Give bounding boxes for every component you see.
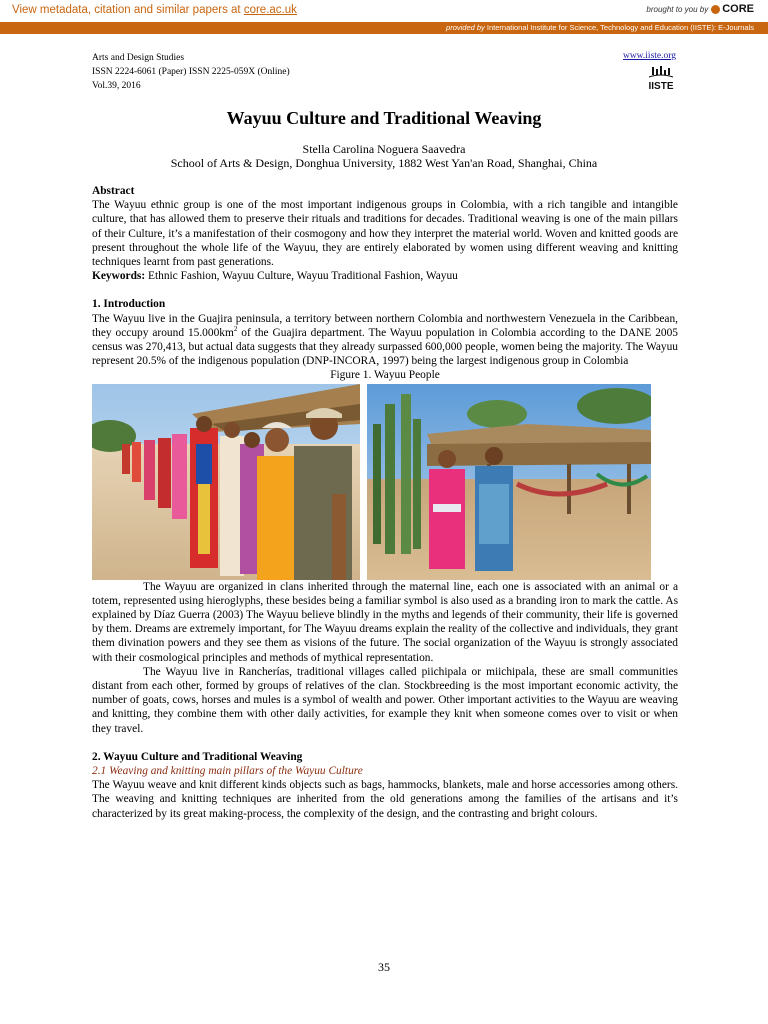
provided-prefix: provided by [446,23,485,32]
paper-title: Wayuu Culture and Traditional Weaving [226,108,542,128]
section2-paragraph-1: The Wayuu weave and knit different kinds objects such as bags, hammocks, blankets, male and horse accessories among others. The weaving and knitting techniques are inherited from the old generations among the families of the artisans and it’s characterized by its great making-process, the complexity of the design, and the contrasting and bright colours. [92,779,678,820]
provided-by-bar[interactable] [0,22,768,34]
core-brought-text: brought to you by [646,4,709,14]
paper-affiliation: School of Arts & Design, Donghua University, 1882 West Yan'an Road, Shanghai, China [170,156,598,170]
intro-paragraph-1 [92,312,678,369]
core-logo[interactable] [711,3,754,15]
wayuu-people-photo-right [367,384,651,580]
intro-paragraph-2: The Wayuu are organized in clans inherited through the maternal line, each one is associated with an animal or a totem, represented using hieroglyphs, these besides being a familiar symbol is also used as a branding iron to mark the cattle. As explained by Díaz Guerra (2003) The Wayuu believe blindly in the myths and legends of their community, their life is governed by them. Dreams are extremely important, for The Wayuu dreams explain the reality of the collective and individuals, they grant them divination powers and they see them as visions of the future. The social organization of the Wayuu is strongly associated with their cosmological principles and methods of mythical representation. [92,580,678,664]
provided-text: International Institute for Science, Technology and Education (IISTE): E-Journals [486,23,754,32]
intro-p1-sup: 2 [233,325,238,334]
keywords-list: Ethnic Fashion, Wayuu Culture, Wayuu Traditional Fashion, Wayuu [145,270,458,283]
paper-author: Stella Carolina Noguera Saavedra [302,142,466,156]
page-number: 35 [378,960,390,974]
figure-1 [92,384,678,580]
abstract-heading: Abstract [92,185,135,197]
core-brought-by[interactable] [646,3,754,15]
core-banner [0,0,768,23]
journal-name: Arts and Design Studies [92,53,185,63]
journal-info [92,51,290,93]
iiste-url-link[interactable]: www.iiste.org [622,51,676,61]
journal-volume: Vol.39, 2016 [92,81,141,91]
intro-paragraph-3: The Wayuu live in Rancherías, traditional villages called piichipala or miichipala, these are small communities distant from each other, formed by groups of relatives of the clan. Stockbreeding is the most important economic activity, the number of goats, cows, horses and mules is a symbol of wealth and power. Other important activities to the Wayuu are weaving and knitting, they combine them with other daily activities, for example they knit when someone comes over to visit or when they travel. [92,665,678,735]
core-metadata-link[interactable] [12,4,297,16]
abstract-text: The Wayuu ethnic group is one of the most important indigenous groups in Colombia, with a rich tangible and intangible culture, that has allowed them to preserve their rituals and traditions for decades. Traditional weaving is one of the main pillars of their Culture, it’s a manifestation of their cosmogony and how they interpret the material world. Woven and knitted goods are present throughout the whole life of the Wayuu, they are entirely elaborated by women using different weaving and knitting techniques learnt from past generations. [92,199,678,269]
intro-p1-b: of the Guajira department. The Wayuu population in Colombia according to the DANE 2005 census was 270,413, but actual data suggests that they already surpassed 600,000 people, women being the majority. The Wayuu represent 20.5% of the indigenous population (DNP-INCORA, 1997) being the largest indigenous group in Colombia [92,326,678,368]
core-link-anchor[interactable]: core.ac.uk [243,4,297,16]
core-logo-icon [711,5,720,14]
iiste-logo-icon [646,66,676,92]
core-logo-text: CORE [722,3,754,15]
core-link-prefix: View metadata, citation and similar papers at [12,4,244,16]
journal-issn: ISSN 2224-6061 (Paper) ISSN 2225-059X (Online) [92,67,290,77]
keywords [92,269,678,283]
figure-caption: Figure 1. Wayuu People [330,369,440,382]
paper-body [92,184,678,821]
keywords-label: Keywords: [92,270,146,283]
intro-heading: 1. Introduction [92,298,166,311]
intro-p1-a: The Wayuu live in the Guajira peninsula, a territory between northern Colombia and northwestern Venezuela in the Caribbean, they occupy around 15.000km [92,312,678,339]
section2-heading: 2. Wayuu Culture and Traditional Weaving [92,750,303,763]
section2-subheading: 2.1 Weaving and knitting main pillars of the Wayuu Culture [92,765,363,778]
wayuu-people-photo-left [92,384,360,580]
iiste-logo-text: IISTE [648,81,674,92]
